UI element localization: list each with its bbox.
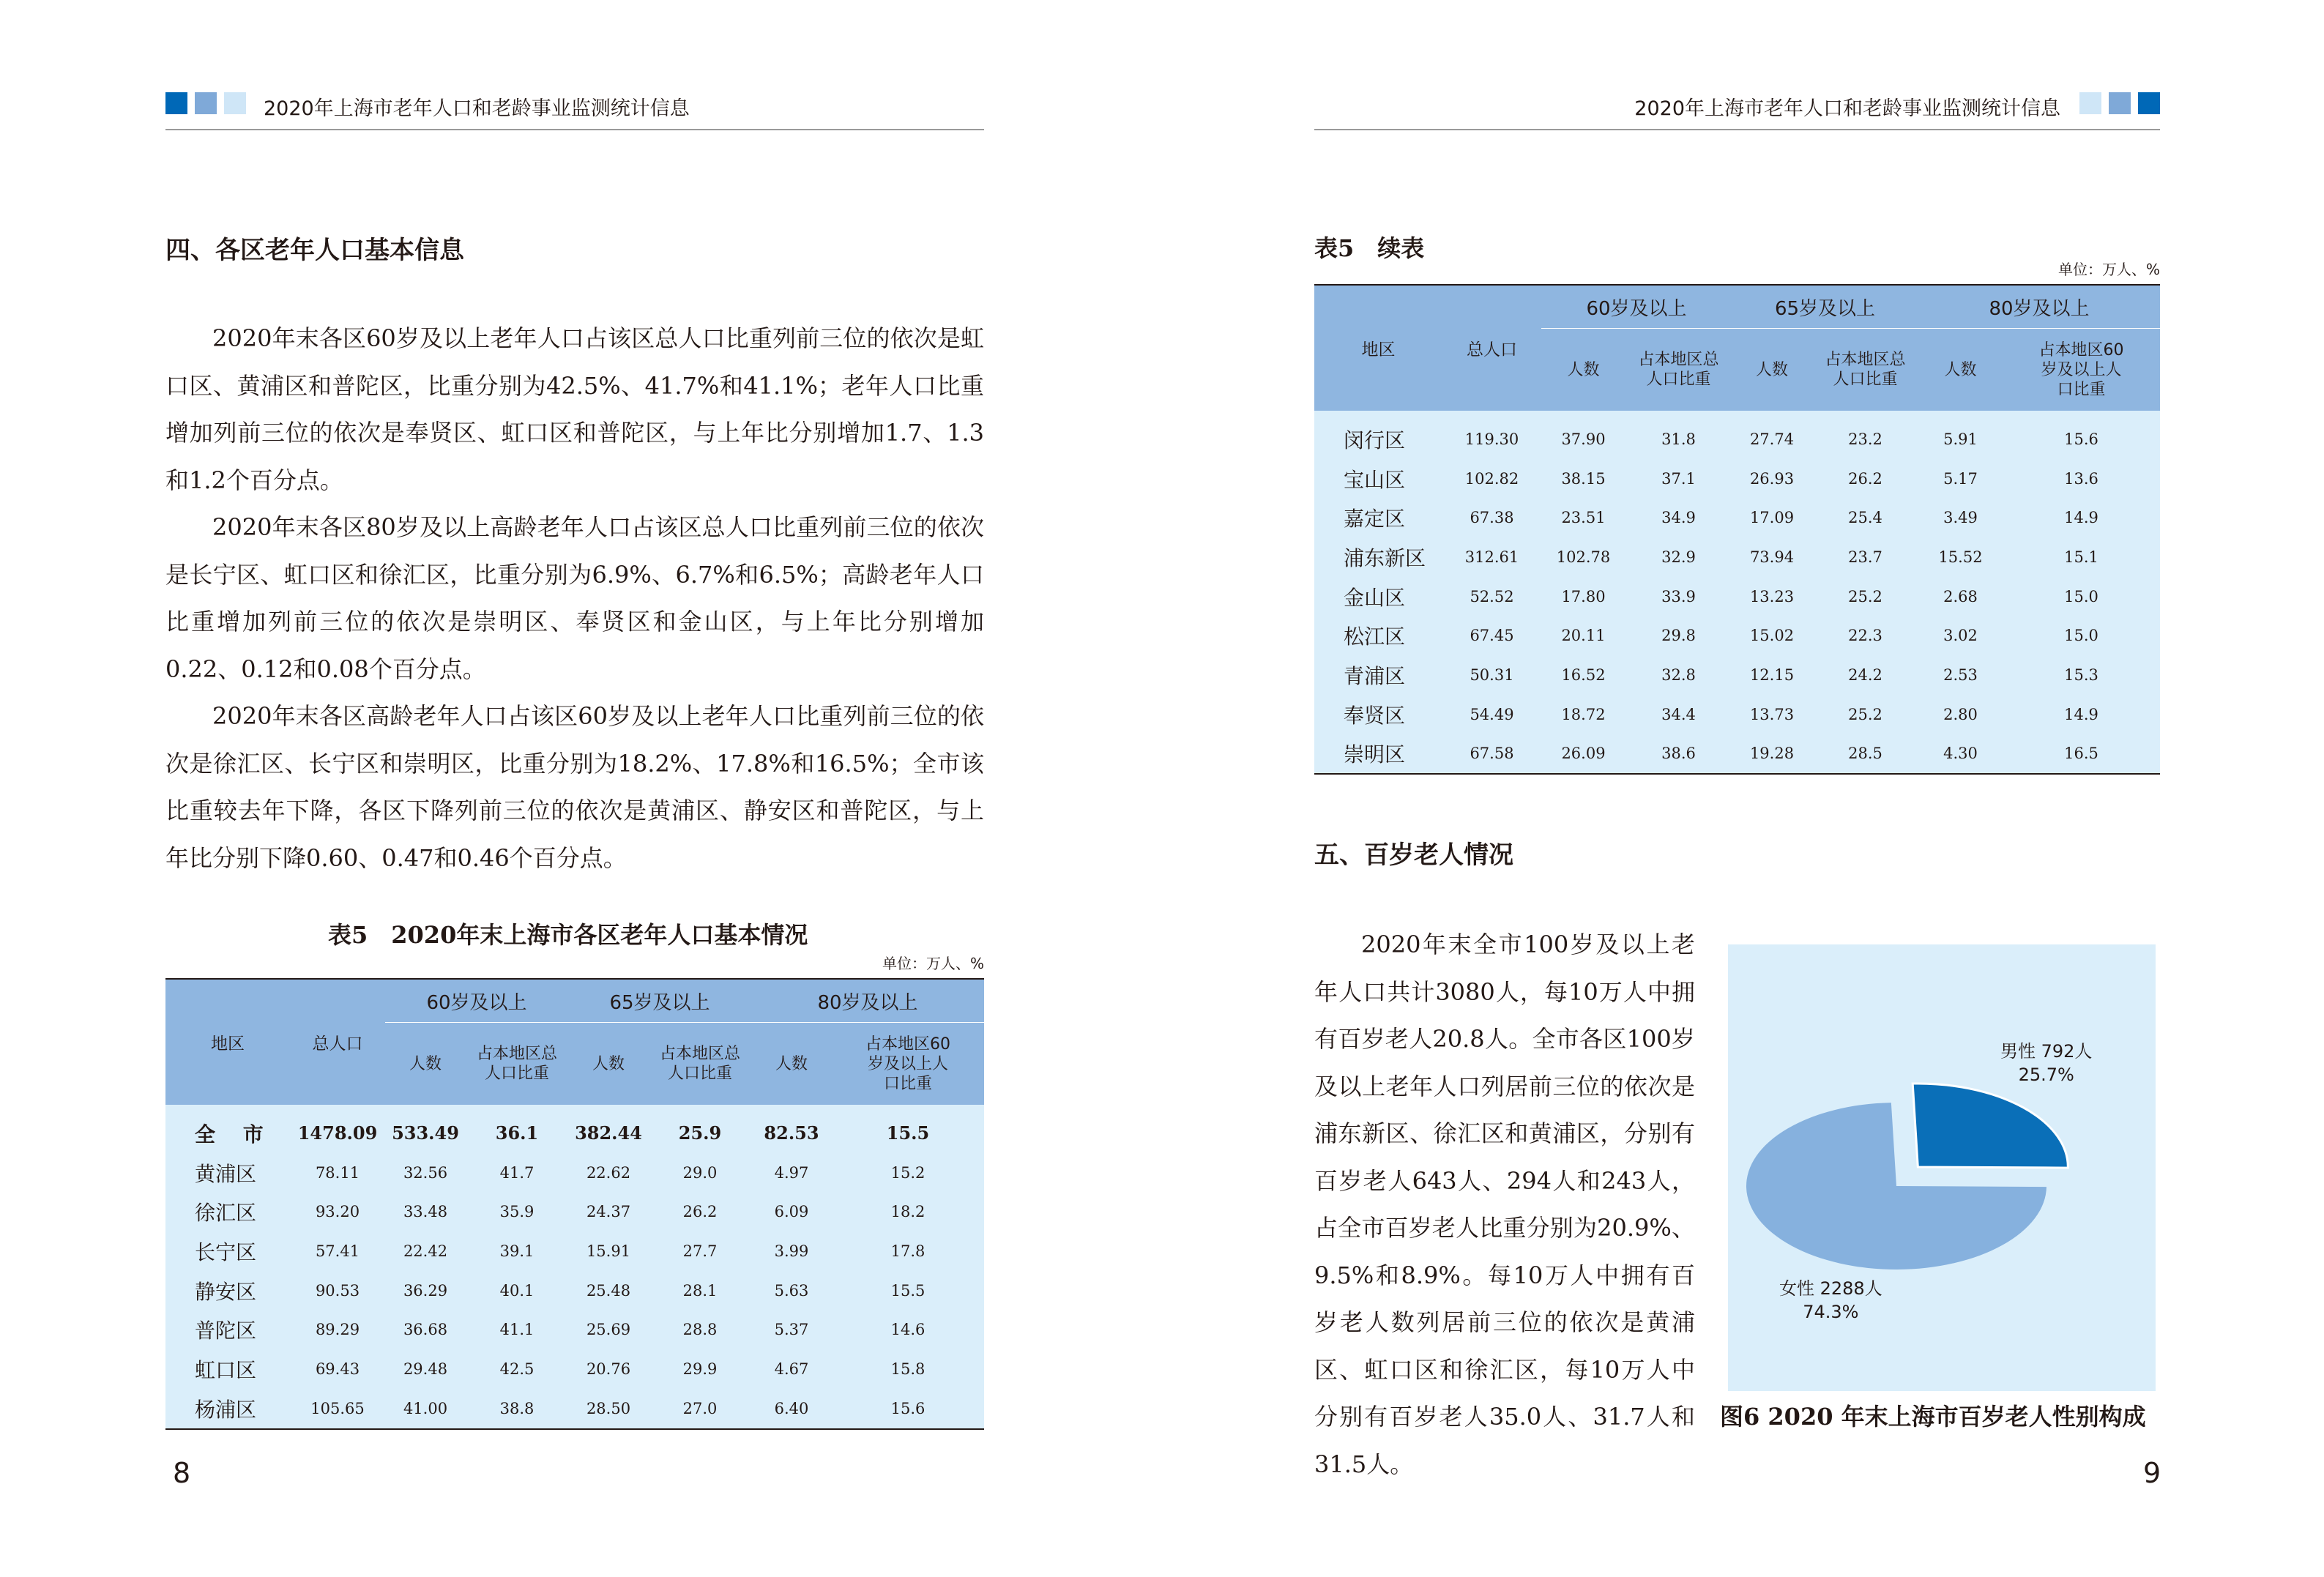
cell-region: 长宁区 (165, 1231, 290, 1271)
cell-value: 4.30 (1918, 734, 2003, 775)
table-header (1314, 285, 2160, 411)
header-total: 总人口 (290, 979, 385, 1105)
cell-value: 15.0 (2003, 616, 2160, 655)
table-row (165, 1105, 984, 1153)
cell-region: 宝山区 (1314, 459, 1442, 499)
cell-value: 25.2 (1812, 577, 1918, 616)
cell-value: 3.02 (1918, 616, 2003, 655)
header-count: 人数 (1918, 329, 2003, 411)
paragraph: 2020年末各区80岁及以上高龄老年人口占该区总人口比重列前三位的依次是长宁区、虹口区和徐汇区，比重分别为6.9%、6.7%和6.5%；高龄老年人口比重增加列前三位的依次是崇明区、奉贤区和金山区，与上年比分别增加0.22、0.12和0.08个百分点。 (165, 513, 984, 683)
cell-value: 82.53 (751, 1105, 832, 1153)
cell-value: 119.30 (1442, 411, 1541, 459)
cell-region: 徐汇区 (165, 1192, 290, 1231)
pie-chart-svg (1728, 944, 2156, 1391)
cell-value: 38.8 (466, 1389, 568, 1429)
cell-value: 27.74 (1732, 411, 1812, 459)
figure-caption: 图6 2020 年末上海市百岁老人性别构成 (1720, 1403, 2146, 1431)
header-share-60: 占本地区60岁及以上人口比重 (832, 1023, 984, 1106)
cell-value: 15.8 (832, 1349, 984, 1389)
cell-value: 37.90 (1541, 411, 1625, 459)
cell-value: 23.2 (1812, 411, 1918, 459)
header-region: 地区 (165, 979, 290, 1105)
cell-region: 虹口区 (165, 1349, 290, 1389)
cell-value: 15.6 (832, 1389, 984, 1429)
table-row (1314, 577, 2160, 616)
cell-region: 奉贤区 (1314, 695, 1442, 734)
header-group-60: 60岁及以上 (1541, 285, 1732, 329)
cell-value: 24.37 (568, 1192, 649, 1231)
cell-value: 35.9 (466, 1192, 568, 1231)
cell-value: 14.6 (832, 1310, 984, 1349)
cell-region: 普陀区 (165, 1310, 290, 1349)
cell-value: 27.7 (649, 1231, 751, 1271)
cell-value: 41.00 (385, 1389, 466, 1429)
cell-value: 19.28 (1732, 734, 1812, 775)
pie-label-male-pct: 25.7% (2018, 1065, 2074, 1085)
cell-region: 全 市 (165, 1105, 290, 1153)
cell-region: 静安区 (165, 1271, 290, 1311)
cell-value: 17.80 (1541, 577, 1625, 616)
table-body (1314, 411, 2160, 774)
cell-value: 31.8 (1625, 411, 1732, 459)
section-title: 四、各区老年人口基本信息 (165, 236, 464, 265)
cell-value: 37.1 (1625, 459, 1732, 499)
cell-value: 73.94 (1732, 537, 1812, 577)
header-group-65: 65岁及以上 (1732, 285, 1918, 329)
pie-label-female-name: 女性 2288人 (1779, 1278, 1882, 1299)
header-share-60: 占本地区60岁及以上人口比重 (2003, 329, 2160, 411)
cell-value: 15.5 (832, 1105, 984, 1153)
cell-value: 33.48 (385, 1192, 466, 1231)
cell-value: 28.50 (568, 1389, 649, 1429)
cell-value: 2.53 (1918, 655, 2003, 695)
cell-value: 13.73 (1732, 695, 1812, 734)
pie-chart (1728, 944, 2156, 1391)
table-row (165, 1349, 984, 1389)
cell-value: 33.9 (1625, 577, 1732, 616)
cell-value: 29.48 (385, 1349, 466, 1389)
table-row (165, 1389, 984, 1429)
table-row (1314, 734, 2160, 775)
cell-value: 312.61 (1442, 537, 1541, 577)
pie-label-female (1779, 1277, 1882, 1324)
section-title: 五、百岁老人情况 (1314, 840, 1513, 870)
header-count: 人数 (385, 1023, 466, 1106)
cell-value: 42.5 (466, 1349, 568, 1389)
header-count: 人数 (751, 1023, 832, 1106)
cell-value: 2.68 (1918, 577, 2003, 616)
header-group-80: 80岁及以上 (751, 979, 984, 1023)
cell-value: 32.9 (1625, 537, 1732, 577)
cell-value: 4.67 (751, 1349, 832, 1389)
cell-value: 29.9 (649, 1349, 751, 1389)
cell-value: 67.38 (1442, 498, 1541, 537)
cell-value: 16.52 (1541, 655, 1625, 695)
cell-value: 24.2 (1812, 655, 1918, 695)
cell-value: 18.72 (1541, 695, 1625, 734)
cell-value: 15.02 (1732, 616, 1812, 655)
header-square-light (2079, 92, 2101, 114)
header-title: 2020年上海市老年人口和老龄事业监测统计信息 (1634, 97, 2060, 120)
header-share: 占本地区总人口比重 (1625, 329, 1732, 411)
header-share: 占本地区总人口比重 (466, 1023, 568, 1106)
pie-label-male-name: 男性 792人 (2000, 1041, 2093, 1062)
cell-value: 13.6 (2003, 459, 2160, 499)
table-row (1314, 537, 2160, 577)
cell-value: 15.1 (2003, 537, 2160, 577)
page-number: 8 (173, 1457, 191, 1489)
cell-value: 67.45 (1442, 616, 1541, 655)
table-row (1314, 695, 2160, 734)
header-square-mid (2109, 92, 2131, 114)
cell-value: 25.69 (568, 1310, 649, 1349)
table-unit: 单位：万人、% (882, 955, 984, 972)
header-square-mid (195, 92, 217, 114)
cell-value: 54.49 (1442, 695, 1541, 734)
cell-value: 34.4 (1625, 695, 1732, 734)
data-table (1314, 284, 2160, 775)
cell-value: 15.5 (832, 1271, 984, 1311)
cell-value: 34.9 (1625, 498, 1732, 537)
pie-3d-group (1746, 1084, 2068, 1270)
cell-value: 5.37 (751, 1310, 832, 1349)
paragraph: 2020年末全市100岁及以上老年人口共计3080人，每10万人中拥有百岁老人20.8人。全市各区100岁及以上老年人口列居前三位的依次是浦东新区、徐汇区和黄浦区，分别有百岁老人643人、294人和243人，占全市百岁老人比重分别为20.9%、9.5%和8.9%。每10万人中拥有百岁老人数列居前三位的依次是黄浦区、虹口区和徐汇区，每10万人中分别有百岁老人35.0人、31.7人和31.5人。 (1314, 931, 1695, 1478)
table-row (165, 1153, 984, 1193)
data-table (165, 978, 984, 1430)
cell-value: 15.3 (2003, 655, 2160, 695)
cell-value: 25.2 (1812, 695, 1918, 734)
pie-label-female-pct: 74.3% (1803, 1302, 1859, 1322)
cell-value: 382.44 (568, 1105, 649, 1153)
cell-region: 青浦区 (1314, 655, 1442, 695)
cell-value: 23.51 (1541, 498, 1625, 537)
cell-value: 17.09 (1732, 498, 1812, 537)
cell-value: 32.8 (1625, 655, 1732, 695)
cell-value: 26.2 (649, 1192, 751, 1231)
header-share: 占本地区总人口比重 (1812, 329, 1918, 411)
header-region: 地区 (1314, 285, 1442, 411)
cell-value: 20.76 (568, 1349, 649, 1389)
body-text (1314, 921, 1695, 1488)
table-caption: 表5 续表 (1314, 234, 1425, 262)
cell-value: 28.5 (1812, 734, 1918, 775)
header-square-light (224, 92, 246, 114)
cell-value: 23.7 (1812, 537, 1918, 577)
table-row (165, 1192, 984, 1231)
header-group-60: 60岁及以上 (385, 979, 568, 1023)
header-group-80: 80岁及以上 (1918, 285, 2160, 329)
cell-value: 29.8 (1625, 616, 1732, 655)
cell-value: 36.29 (385, 1271, 466, 1311)
cell-value: 52.52 (1442, 577, 1541, 616)
cell-value: 36.1 (466, 1105, 568, 1153)
cell-value: 39.1 (466, 1231, 568, 1271)
cell-value: 4.97 (751, 1153, 832, 1193)
header-count: 人数 (1541, 329, 1625, 411)
header-share: 占本地区总人口比重 (649, 1023, 751, 1106)
table-row (165, 1271, 984, 1311)
cell-value: 3.99 (751, 1231, 832, 1271)
cell-value: 15.0 (2003, 577, 2160, 616)
cell-region: 松江区 (1314, 616, 1442, 655)
cell-value: 26.2 (1812, 459, 1918, 499)
cell-value: 67.58 (1442, 734, 1541, 775)
header-square-dark (2138, 92, 2160, 114)
cell-value: 6.09 (751, 1192, 832, 1231)
table-row (1314, 655, 2160, 695)
cell-region: 金山区 (1314, 577, 1442, 616)
pie-label-male (2000, 1040, 2092, 1086)
table-row (1314, 411, 2160, 459)
cell-value: 41.7 (466, 1153, 568, 1193)
cell-region: 闵行区 (1314, 411, 1442, 459)
cell-value: 20.11 (1541, 616, 1625, 655)
cell-value: 69.43 (290, 1349, 385, 1389)
cell-value: 102.82 (1442, 459, 1541, 499)
cell-value: 36.68 (385, 1310, 466, 1349)
cell-value: 26.93 (1732, 459, 1812, 499)
header-count: 人数 (568, 1023, 649, 1106)
cell-value: 32.56 (385, 1153, 466, 1193)
table-header (165, 979, 984, 1105)
cell-region: 嘉定区 (1314, 498, 1442, 537)
cell-value: 27.0 (649, 1389, 751, 1429)
cell-value: 25.9 (649, 1105, 751, 1153)
table-row (1314, 498, 2160, 537)
cell-value: 14.9 (2003, 695, 2160, 734)
cell-value: 50.31 (1442, 655, 1541, 695)
cell-value: 15.91 (568, 1231, 649, 1271)
cell-value: 22.3 (1812, 616, 1918, 655)
table-row (1314, 616, 2160, 655)
cell-value: 5.91 (1918, 411, 2003, 459)
header-square-dark (165, 92, 187, 114)
cell-value: 15.2 (832, 1153, 984, 1193)
cell-value: 102.78 (1541, 537, 1625, 577)
cell-value: 6.40 (751, 1389, 832, 1429)
cell-value: 78.11 (290, 1153, 385, 1193)
cell-value: 25.48 (568, 1271, 649, 1311)
cell-value: 17.8 (832, 1231, 984, 1271)
cell-value: 40.1 (466, 1271, 568, 1311)
cell-value: 57.41 (290, 1231, 385, 1271)
cell-value: 5.17 (1918, 459, 2003, 499)
cell-value: 15.6 (2003, 411, 2160, 459)
cell-value: 41.1 (466, 1310, 568, 1349)
cell-value: 38.6 (1625, 734, 1732, 775)
right-page (1162, 0, 2324, 1577)
cell-value: 28.1 (649, 1271, 751, 1311)
cell-value: 28.8 (649, 1310, 751, 1349)
cell-value: 22.42 (385, 1231, 466, 1271)
header-count: 人数 (1732, 329, 1812, 411)
header-total: 总人口 (1442, 285, 1541, 411)
page-header (1314, 89, 2160, 130)
cell-value: 18.2 (832, 1192, 984, 1231)
cell-value: 38.15 (1541, 459, 1625, 499)
cell-region: 杨浦区 (165, 1389, 290, 1429)
table-row (165, 1310, 984, 1349)
cell-value: 26.09 (1541, 734, 1625, 775)
cell-value: 5.63 (751, 1271, 832, 1311)
cell-value: 29.0 (649, 1153, 751, 1193)
table-row (165, 1231, 984, 1271)
paragraph: 2020年末各区高龄老年人口占该区60岁及以上老年人口比重列前三位的依次是徐汇区、长宁区和崇明区，比重分别为18.2%、17.8%和16.5%；全市该比重较去年下降，各区下降列前三位的依次是黄浦区、静安区和普陀区，与上年比分别下降0.60、0.47和0.46个百分点。 (165, 702, 984, 872)
table-unit: 单位：万人、% (2057, 261, 2160, 278)
cell-value: 25.4 (1812, 498, 1918, 537)
cell-value: 12.15 (1732, 655, 1812, 695)
cell-value: 3.49 (1918, 498, 2003, 537)
table-body (165, 1105, 984, 1429)
body-text (165, 315, 984, 881)
cell-value: 89.29 (290, 1310, 385, 1349)
cell-value: 1478.09 (290, 1105, 385, 1153)
table-caption: 表5 2020年末上海市各区老年人口基本情况 (328, 921, 808, 949)
pie-slice-male (1913, 1084, 2068, 1168)
page-number: 9 (2143, 1457, 2161, 1489)
table-row (1314, 459, 2160, 499)
cell-region: 崇明区 (1314, 734, 1442, 775)
cell-value: 13.23 (1732, 577, 1812, 616)
paragraph: 2020年末各区60岁及以上老年人口占该区总人口比重列前三位的依次是虹口区、黄浦区和普陀区，比重分别为42.5%、41.7%和41.1%；老年人口比重增加列前三位的依次是奉贤区、虹口区和普陀区，与上年比分别增加1.7、1.3和1.2个百分点。 (165, 324, 984, 494)
page-header (165, 89, 984, 130)
cell-value: 2.80 (1918, 695, 2003, 734)
cell-value: 533.49 (385, 1105, 466, 1153)
cell-value: 90.53 (290, 1271, 385, 1311)
cell-region: 浦东新区 (1314, 537, 1442, 577)
header-title: 2020年上海市老年人口和老龄事业监测统计信息 (264, 97, 690, 120)
cell-value: 22.62 (568, 1153, 649, 1193)
cell-value: 105.65 (290, 1389, 385, 1429)
cell-value: 93.20 (290, 1192, 385, 1231)
cell-value: 16.5 (2003, 734, 2160, 775)
cell-region: 黄浦区 (165, 1153, 290, 1193)
cell-value: 14.9 (2003, 498, 2160, 537)
header-group-65: 65岁及以上 (568, 979, 751, 1023)
cell-value: 15.52 (1918, 537, 2003, 577)
